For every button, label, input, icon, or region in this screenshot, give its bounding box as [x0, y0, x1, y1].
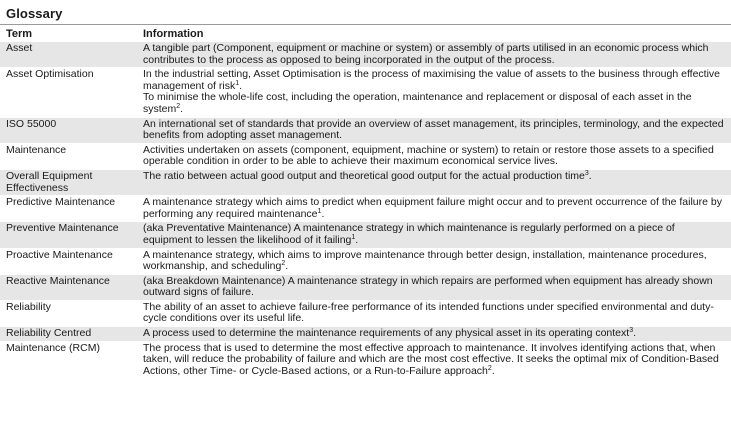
- table-row: [0, 169, 731, 195]
- term-cell: ISO 55000: [6, 117, 57, 130]
- term-cell: Reliability: [6, 300, 51, 313]
- term-cell: Asset Optimisation: [6, 68, 94, 81]
- information-text: To minimise the whole-life cost, including the operation, maintenance and replacement or disposal of each asset in the system$^2$.: [143, 91, 692, 115]
- term-cell: Preventive Maintenance: [6, 222, 119, 235]
- information-cell: [143, 119, 731, 142]
- table-row: [0, 143, 731, 169]
- table-row: [0, 248, 731, 274]
- reference-superscript: 1: [235, 79, 240, 87]
- glossary-title: Glossary: [6, 6, 63, 21]
- reference-superscript: 3: [629, 327, 634, 335]
- reference-superscript: 2: [487, 364, 492, 372]
- term-cell: Overall Equipment Effectiveness: [6, 169, 93, 194]
- table-row: [0, 41, 731, 67]
- information-text: A maintenance strategy which aims to predict when equipment failure might occur and to prevent occurrence of the failure by performing any required maintenance$^1$.: [143, 196, 722, 220]
- header-information: Information: [143, 28, 204, 40]
- term-cell: Maintenance (RCM): [6, 341, 100, 354]
- information-text: (aka Preventative Maintenance) A maintenance strategy in which maintenance is regularly performed on a piece of equipment to lessen the likelihood of it failing$^1$.: [143, 222, 675, 246]
- information-cell: [143, 343, 731, 378]
- reference-superscript: 2: [176, 102, 181, 110]
- information-text: The ability of an asset to achieve failure-free performance of its intended functions under specified environmental and duty-cycle conditions over its useful life.: [143, 300, 714, 325]
- term-cell: Reliability Centred: [6, 327, 92, 340]
- term-cell: Asset: [6, 42, 33, 54]
- information-text: In the industrial setting, Asset Optimisation is the process of maximising the value of assets to the business through effective management of risk$^1$.: [143, 68, 721, 92]
- table-body: [0, 41, 731, 378]
- table-row: [0, 117, 731, 143]
- information-text: (aka Breakdown Maintenance) A maintenance strategy in which repairs are performed when equipment has already shown outward signs of failure.: [143, 274, 713, 299]
- header-term: Term: [6, 28, 33, 40]
- table-row: [0, 195, 731, 221]
- reference-superscript: 1: [317, 207, 322, 215]
- term-cell: Proactive Maintenance: [6, 248, 113, 261]
- information-text: A process used to determine the maintenance requirements of any physical asset in its operating context$^3$.: [143, 327, 637, 340]
- information-cell: [143, 302, 731, 325]
- information-cell: [143, 171, 731, 194]
- term-cell: Reactive Maintenance: [6, 274, 110, 287]
- information-text: A tangible part (Component, equipment or machine or system) or assembly of parts utilised in an economic process which contributes to the process as opposed to being incorporated in the output of the process.: [143, 42, 709, 66]
- information-cell: [143, 223, 731, 246]
- table-header: [0, 25, 731, 41]
- information-text: Activities undertaken on assets (component, equipment, machine or system) to retain or restore those assets to a specified operable condition in order to be able to achieve their maximum economical service lives.: [143, 143, 714, 168]
- reference-superscript: 3: [584, 169, 589, 177]
- information-text: The process that is used to determine the most effective approach to maintenance. It involves identifying actions that, when taken, will reduce the probability of failure and which are the most cost effective. It seeks the optimal mix of Condition-Based Actions, other Time- or Cycle-Based actions, or a Run-to-Failure approach$^2$.: [143, 341, 719, 377]
- table-row: [0, 221, 731, 247]
- reference-superscript: 2: [281, 260, 286, 268]
- information-cell: [143, 250, 731, 273]
- table-row: [0, 67, 731, 116]
- table-row: [0, 341, 731, 379]
- information-cell: [143, 276, 731, 299]
- information-text: A maintenance strategy, which aims to improve maintenance through better design, installation, maintenance procedures, workmanship, and scheduling$^2$.: [143, 248, 707, 273]
- information-cell: [143, 69, 731, 115]
- table-row: [0, 274, 731, 300]
- term-cell: Predictive Maintenance: [6, 196, 116, 209]
- table-row: [0, 300, 731, 326]
- reference-superscript: 1: [351, 233, 356, 241]
- information-cell: [143, 328, 731, 340]
- term-cell: Maintenance: [6, 143, 67, 156]
- information-cell: [143, 197, 731, 220]
- information-cell: [143, 145, 731, 168]
- information-text: The ratio between actual good output and theoretical good output for the actual production time$^3$.: [143, 169, 592, 182]
- information-text: An international set of standards that provide an overview of asset management, its principles, terminology, and the expected benefits from adopting asset management.: [143, 117, 724, 142]
- information-cell: [143, 43, 731, 66]
- table-row: [0, 326, 731, 341]
